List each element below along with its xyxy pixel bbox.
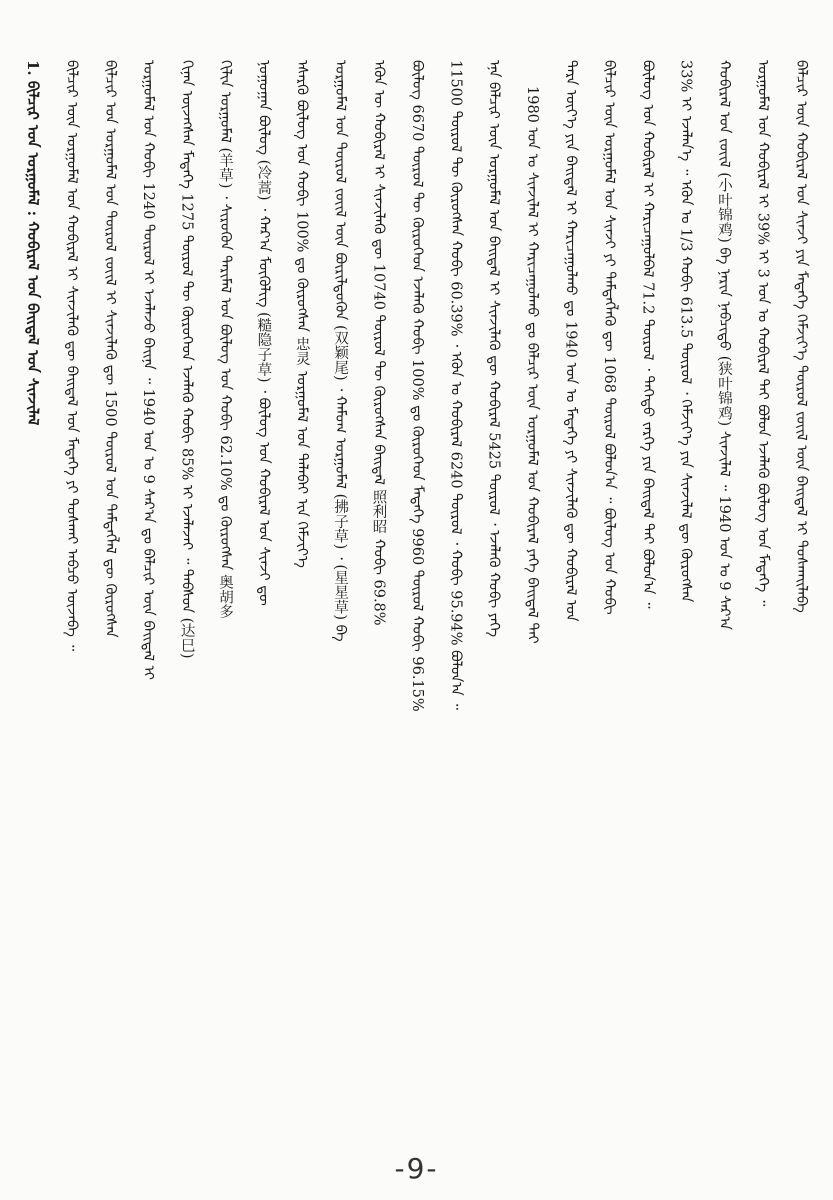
text-line: ᠬᠢᠯᠢᠨ ᠤᠷᠭᠤᠮᠠᠯ (羊草) ᠂ ᠰᠢᠷᠦᠭᠦᠨ ᠲᠠᠷᠢᠮᠠᠯ ᠤᠨ ᠪᠦᠯᠦᠭ ᠤᠨ ᠬᠤᠪᠢ 62.10% ᠳᠤ ᠬᠦᠷᠦᠭᠰᠡᠨ 奥胡多 — [216, 60, 233, 620]
text-line: ᠪᠦᠯᠦᠭ ᠤᠨ ᠬᠤᠪᠢᠷᠠᠯ ᠢ ᠬᠠᠷᠢᠴᠠᠭᠤᠯᠪᠠᠯ 71.2 ᠲᠦᠷᠦᠯ ᠂ ᠳᠡᠭᠡᠳᠦ ᠵᠡᠷᠭᠡ ᠶᠢᠨ ᠪᠠᠢᠳᠠᠯ ᠲᠠᠢ ᠪᠤᠯᠤᠨ᠎ᠠ ᠃ — [639, 60, 656, 609]
text-line: ᠪᠦᠯᠦᠭ 6670 ᠲᠦᠷᠦᠯ ᠲᠦ ᠬᠦᠷᠦᠭᠡᠳ ᠡᠵᠡᠯᠡᠬᠦ ᠬᠤᠪᠢ 100% ᠳᠤ ᠬᠦᠷᠦᠭᠡᠳ ᠮᠡᠳᠡᠭᠡ 9960 ᠲᠦᠷᠦᠯ ᠬᠤᠪᠢ 96.15% — [408, 60, 425, 712]
text-line: ᠤᠷᠭᠤᠮᠠᠯ ᠤᠨ ᠲᠦᠷᠦᠯ ᠵᠦᠢᠯ ᠦᠨ ᠪᠦᠷᠢᠯᠳᠦᠬᠦᠨ (双颖尾) ᠂ ᠬᠠᠮᠤᠬ ᠤᠷᠭᠤᠮᠠᠯ (拂子草) ᠂ (星星草) ᠪᠠ — [332, 60, 349, 642]
text-line: ᠪᠡᠯᠴᠢᠷ ᠦᠨ ᠬᠤᠪᠢᠷᠠᠯ ᠤᠨ ᠰᠢᠨᠵᠢ ᠶᠢᠨ ᠮᠡᠳᠡᠭᠡ ᠬᠡᠮᠵᠢᠶ᠎ᠡ ᠲᠦᠷᠦᠯ ᠵᠦᠢᠯ ᠦᠨ ᠪᠠᠢᠳᠠᠯ ᠢ ᠲᠤᠰᠬᠠᠢᠯᠠᠪᠠ — [792, 60, 809, 613]
text-line: ᠡᠰᠡᠷᠭᠦ ᠪᠦᠯᠦᠭ ᠤᠨ ᠬᠤᠪᠢ 100% ᠳᠤ ᠬᠦᠷᠦᠭᠰᠡᠨ 忠灵 ᠤᠷᠭᠤᠮᠠᠯ ᠤᠨ ᠲᠠᠯᠠᠪᠠᠢ ᠢᠨ ᠬᠡᠮᠵᠢᠶ᠎ᠡ — [293, 60, 310, 568]
mongolian-text-body — [22, 60, 812, 1140]
text-line: 11500 ᠲᠦᠷᠦᠯ ᠲᠦ ᠬᠦᠷᠦᠭᠰᠡᠨ ᠬᠤᠪᠢ 60.39% ᠂ ᠡᠭᠦᠨ ᠤ ᠬᠤᠪᠢᠷᠠᠯ 6240 ᠲᠦᠷᠦᠯ ᠂ ᠬᠤᠪᠢ 95.94% ᠪᠤᠯᠤᠨ᠎ᠠ ᠃ — [447, 60, 464, 710]
text-line: ᠨᠤᠭᠤᠭᠠᠨ ᠪᠦᠯᠦᠭ (冷蒿) ᠂ ᠬᠠᠷ᠎ᠠ ᠮᠦᠬᠦᠯᠢᠭ (糙隐子草) ᠂ ᠪᠦᠯᠦᠭ ᠤᠨ ᠬᠤᠪᠢᠷᠠᠯ ᠤᠨ ᠰᠢᠨᠵᠢ ᠳᠦ — [255, 60, 272, 606]
page-number: -9- — [394, 1152, 439, 1185]
text-line: ᠬᠤᠪᠢᠷᠠᠯ ᠤᠨ ᠵᠦᠢᠯ (小叶锦鸡) ᠪᠠ ᠨᠠᠷᠢᠨ ᠨᠠᠪᠴᠢᠲᠤ (狭叶锦鸡) ᠰᠢᠨᠵᠢᠯᠡᠯ ᠃ 1940 ᠤᠨ ᠤ 9 ᠰᠠᠷ᠎ᠠ — [716, 60, 733, 630]
text-line: ᠪᠢᠯᠴᠢᠷ ᠦᠨ ᠤᠷᠭᠤᠮᠠᠯ ᠤᠨ ᠰᠢᠨᠵᠢ ᠶᠢ ᠲᠡᠮᠳᠡᠭᠯᠡᠬᠦ ᠳᠦ 1068 ᠲᠦᠷᠦᠯ ᠪᠤᠯᠤᠨ᠎ᠠ ᠃ ᠪᠦᠯᠦᠭ ᠤᠨ ᠬᠤᠪᠢ — [600, 60, 617, 615]
section-heading: 1. ᠪᠢᠯᠴᠢᠷ ᠤᠨ ᠤᠷᠭᠤᠮᠠᠯ : ᠬᠤᠪᠢᠷᠠᠯ ᠤᠨ ᠪᠠᠢᠳᠠᠯ ᠤᠨ ᠰᠢᠨᠵᠢᠯᠡᠯ — [24, 60, 42, 426]
text-line: ᠪᠢᠯᠴᠢᠷ ᠦᠨ ᠤᠷᠭᠤᠮᠠᠯ ᠤᠨ ᠬᠤᠪᠢᠷᠠᠯ ᠢ ᠰᠢᠨᠵᠢᠯᠡᠬᠦ ᠳᠦ ᠪᠠᠢᠳᠠᠯ ᠤᠨ ᠮᠡᠳᠡᠭᠡ ᠶᠢ ᠲᠤᠰᠬᠠᠢ ᠠᠪᠴᠤ ᠦᠵᠡᠪᠡ ᠃ — [63, 60, 80, 652]
paragraph-start-line: 1980 ᠤᠨ ᠤ ᠰᠢᠨᠵᠢᠯᠡᠯ ᠢ ᠬᠠᠷᠢᠴᠠᠭᠤᠯᠬᠤ ᠳᠤ ᠪᠡᠯᠴᠢᠷ ᠦᠨ ᠤᠷᠭᠤᠮᠠᠯ ᠤᠨ ᠬᠤᠪᠢᠷᠠᠯ ᠶᠡᠬᠡ ᠪᠠᠢᠳᠠᠯ ᠲᠠᠢ — [524, 86, 541, 644]
text-line: ᠬᠢᠨᠠᠨ ᠦᠵᠡᠭᠰᠡᠨ ᠮᠡᠳᠡᠭᠡ 1275 ᠲᠦᠷᠦᠯ ᠲᠦ ᠬᠦᠷᠦᠭᠡᠳ ᠡᠵᠡᠯᠡᠬᠦ ᠬᠤᠪᠢ 85% ᠢ ᠡᠵᠡᠯᠡᠵᠡᠢ ᠃ ᠳᠠᠪᠰᠤᠨ (达巳) — [178, 60, 195, 659]
text-line: ᠡᠭᠦᠨ ᠦ ᠬᠤᠪᠢᠷᠠᠯ ᠢ ᠰᠢᠨᠵᠢᠯᠡᠬᠦ ᠳᠦ 10740 ᠲᠦᠷᠦᠯ ᠲᠦ ᠬᠦᠷᠦᠭᠰᠡᠨ ᠪᠠᠢᠳᠠᠯ 照利昭 ᠬᠤᠪᠢ 69.8% — [370, 60, 387, 626]
text-line: ᠪᠢᠯᠴᠢᠷ ᠤᠨ ᠤᠷᠭᠤᠮᠠᠯ ᠤᠨ ᠲᠦᠷᠦᠯ ᠵᠦᠢᠯ ᠢ ᠰᠢᠨᠵᠢᠯᠡᠬᠦ ᠳᠦ 1500 ᠲᠦᠷᠦᠯ ᠤᠨ ᠲᠡᠮᠳᠡᠭᠯᠡᠯ ᠳᠦ ᠬᠦᠷᠦᠭᠰᠡᠨ — [101, 60, 118, 638]
text-line: ᠡᠨᠡ ᠪᠡᠯᠴᠢᠷ ᠦᠨ ᠤᠷᠭᠤᠮᠠᠯ ᠤᠨ ᠪᠠᠢᠳᠠᠯ ᠢ ᠰᠢᠨᠵᠢᠯᠡᠬᠦ ᠳᠦ ᠬᠤᠪᠢᠷᠠᠯ 5425 ᠲᠦᠷᠦᠯ ᠂ ᠡᠵᠡᠯᠡᠬᠦ ᠬᠤᠪᠢ ᠶᠡᠬᠡ — [485, 60, 502, 638]
text-line: ᠤᠷᠭᠤᠮᠠᠯ ᠤᠨ ᠬᠤᠪᠢᠷᠠᠯ ᠢ 39% ᠢ 3 ᠤᠨ ᠤ ᠬᠤᠪᠢᠷᠠᠯ ᠲᠠᠢ ᠪᠤᠯᠤᠨ ᠡᠵᠡᠯᠡᠬᠦ ᠪᠦᠯᠦᠭ ᠤᠨ ᠮᠡᠳᠡᠭᠡ ᠃ — [754, 60, 771, 607]
text-line: ᠤᠷᠭᠤᠮᠠᠯ ᠤᠨ ᠬᠤᠪᠢ 1240 ᠲᠦᠷᠦᠯ ᠢ ᠡᠵᠡᠯᠡᠵᠦ ᠪᠠᠢᠨᠠ ᠃ 1940 ᠤᠨ ᠤ 9 ᠰᠠᠷ᠎ᠠ ᠳᠤ ᠪᠡᠯᠴᠢᠷ ᠦᠨ ᠪᠠᠢᠳᠠᠯ ᠢ — [140, 60, 157, 681]
text-line: 33% ᠢ ᠡᠵᠡᠯᠡᠨ᠎ᠡ ᠃ ᠡᠭᠦᠨ ᠤ 1/3 ᠬᠤᠪᠢ 613.5 ᠲᠦᠷᠦᠯ ᠂ ᠬᠡᠮᠵᠢᠶ᠎ᠡ ᠶᠢᠨ ᠰᠢᠨᠵᠢᠯᠡᠯ ᠳᠦ ᠬᠦᠷᠦᠭᠰᠡᠨ — [677, 60, 694, 603]
text-line: ᠲᠡᠷᠡ ᠦᠶ᠎ᠡ ᠶᠢᠨ ᠪᠠᠢᠳᠠᠯ ᠢ ᠬᠠᠷᠢᠴᠠᠭᠤᠯᠬᠤ ᠳᠤ 1940 ᠤᠨ ᠤ ᠮᠡᠳᠡᠭᠡ ᠶᠢ ᠰᠢᠨᠵᠢᠯᠡᠬᠦ ᠳᠦ ᠬᠤᠪᠢᠷᠠᠯ ᠤᠨ — [562, 60, 579, 622]
